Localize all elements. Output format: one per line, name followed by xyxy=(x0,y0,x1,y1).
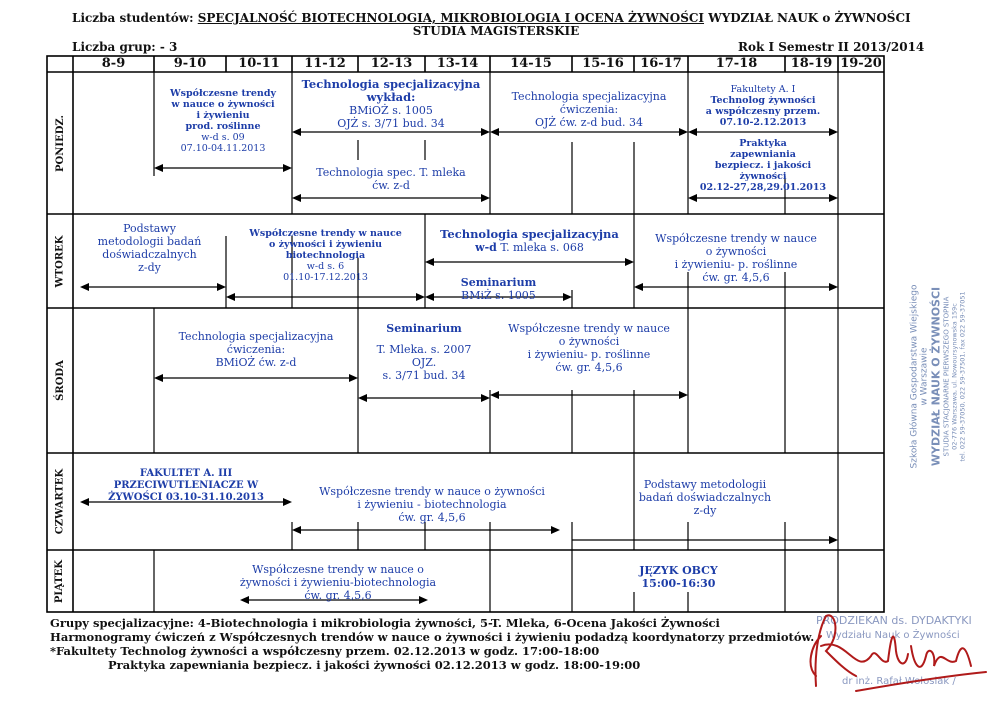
day-label-monday: PONIEDZ. xyxy=(54,114,66,172)
footer-elective: *Fakultety Technolog żywności a współczesny przem. 02.12.2013 w godz. 17:00-18:00 xyxy=(50,644,600,658)
footer-note: Harmonogramy ćwiczeń z Współczesnych trendów w nauce o żywności i żywieniu podadzą koordynatorzy przedmiotów. xyxy=(50,630,815,644)
time-header-11-12: 11-12 xyxy=(304,56,346,71)
day-label-wednesday: ŚRODA xyxy=(54,360,66,401)
tue-event-trends-plants: Współczesne trendy w nauce o żywności i żywieniu- p. roślinne ćw. gr. 4,5,6 xyxy=(655,232,817,284)
thu-event-trends-biotech: Współczesne trendy w nauce o żywności i żywieniu - biotechnologia ćw. gr. 4,5,6 xyxy=(319,485,545,524)
time-header-13-14: 13-14 xyxy=(436,56,479,71)
fri-event-trends-biotech: Współczesne trendy w nauce o żywności i żywieniu-biotechnologia ćw. gr. 4,5,6 xyxy=(239,563,437,602)
time-header-12-13: 12-13 xyxy=(370,56,413,71)
wed-event-seminar: Seminarium T. Mleka. s. 2007 OJZ. s. 3/71 bud. 34 xyxy=(376,322,472,382)
document-title: Liczba studentów: SPECJALNOŚĆ BIOTECHNOLOGIA, MIKROBIOLOGIA I OCENA ŻYWNOŚCI WYDZIAŁ NAUK o ŻYWNOŚCI xyxy=(72,11,911,25)
footer-practice: Praktyka zapewniania bezpiecz. i jakości żywności 02.12.2013 w godz. 18:00-19:00 xyxy=(108,658,641,672)
mon-event-spec-milk: Technologia spec. T. mleka ćw. z-d xyxy=(316,166,466,192)
wed-event-trends-plants: Współczesne trendy w nauce o żywności i żywieniu- p. roślinne ćw. gr. 4,5,6 xyxy=(508,322,670,374)
time-header-19-20: 19-20 xyxy=(840,56,882,71)
day-label-friday: PIĄTEK xyxy=(54,559,66,603)
faculty-stamp: Szkoła Główna Gospodarstwa Wiejskiego w Warszawie WYDZIAŁ NAUK O ŻYWNOŚCI STUDIA STACJONARNE PIERWSZEGO STOPNIA 02-776 Warszawa, ul. Nowoursynowska 159c tel. 022 59-37050, 022 59-37501, fax 022 59-37051 xyxy=(909,284,967,469)
time-header-16-17: 16-17 xyxy=(640,56,682,71)
group-count: Liczba grup: - 3 xyxy=(72,40,178,54)
time-header-18-19: 18-19 xyxy=(790,56,833,71)
mon-event-elective-i: Fakultety A. I Technolog żywności a współczesny przem. 07.10-2.12.2013 xyxy=(705,84,821,128)
document-subtitle: STUDIA MAGISTERSKIE xyxy=(412,24,580,38)
tue-event-spec-lecture: Technologia specjalizacyjna w-d T. mleka s. 068 xyxy=(440,227,619,254)
mon-event-trends-plants: Współczesne trendy w nauce o żywności i żywieniu prod. roślinne w-d s. 09 07.10-04.11.2013 xyxy=(170,88,276,154)
dean-signature: PRODZIEKAN ds. DYDAKTYKI Wydziału Nauk o Żywności dr inż. Rafał Wołosiak / xyxy=(796,606,992,701)
time-header-14-15: 14-15 xyxy=(510,56,552,71)
mon-event-spec-exercises: Technologia specjalizacyjna ćwiczenia: OJŻ ćw. z-d bud. 34 xyxy=(511,90,667,129)
wed-event-spec-exercises: Technologia specjalizacyjna ćwiczenia: BMiOŻ ćw. z-d xyxy=(178,330,334,369)
time-header-15-16: 15-16 xyxy=(582,56,624,71)
handwritten-signature-icon xyxy=(796,606,992,701)
fri-event-foreign-language: JĘZYK OBCY 15:00-16:30 xyxy=(639,564,718,590)
tue-event-seminar: Seminarium BMiŻ s. 1005 xyxy=(460,276,537,302)
year-semester: Rok I Semestr II 2013/2014 xyxy=(738,40,925,54)
day-label-tuesday: WTOREK xyxy=(54,234,66,288)
tue-event-trends-biotech: Współczesne trendy w nauce o żywności i żywieniu biotechnologia w-d s. 6 01.10-17.12.2013 xyxy=(249,228,402,283)
day-label-thursday: CZWARTEK xyxy=(54,468,66,535)
footer-groups: Grupy specjalizacyjne: 4-Biotechnologia i mikrobiologia żywności, 5-T. Mleka, 6-Ocena Jakości Żywności xyxy=(50,616,720,630)
time-header-17-18: 17-18 xyxy=(715,56,758,71)
mon-event-food-safety: Praktyka zapewniania bezpiecz. i jakości żywności 02.12-27,28,29.01.2013 xyxy=(699,138,827,193)
time-header-8-9: 8-9 xyxy=(101,56,126,71)
thu-event-elective-iii: FAKULTET A. III PRZECIWUTLENIACZE W ŻYWOŚCI 03.10-31.10.2013 xyxy=(108,468,264,503)
tue-event-methodology: Podstawy metodologii badań doświadczalnych z-dy xyxy=(97,222,202,274)
thu-event-methodology: Podstawy metodologii badań doświadczalnych z-dy xyxy=(638,478,772,517)
time-header-9-10: 9-10 xyxy=(173,56,207,71)
time-header-10-11: 10-11 xyxy=(238,56,280,71)
mon-event-spec-lecture: Technologia specjalizacyjna wykład: BMiOŻ s. 1005 OJŻ s. 3/71 bud. 34 xyxy=(301,77,481,130)
